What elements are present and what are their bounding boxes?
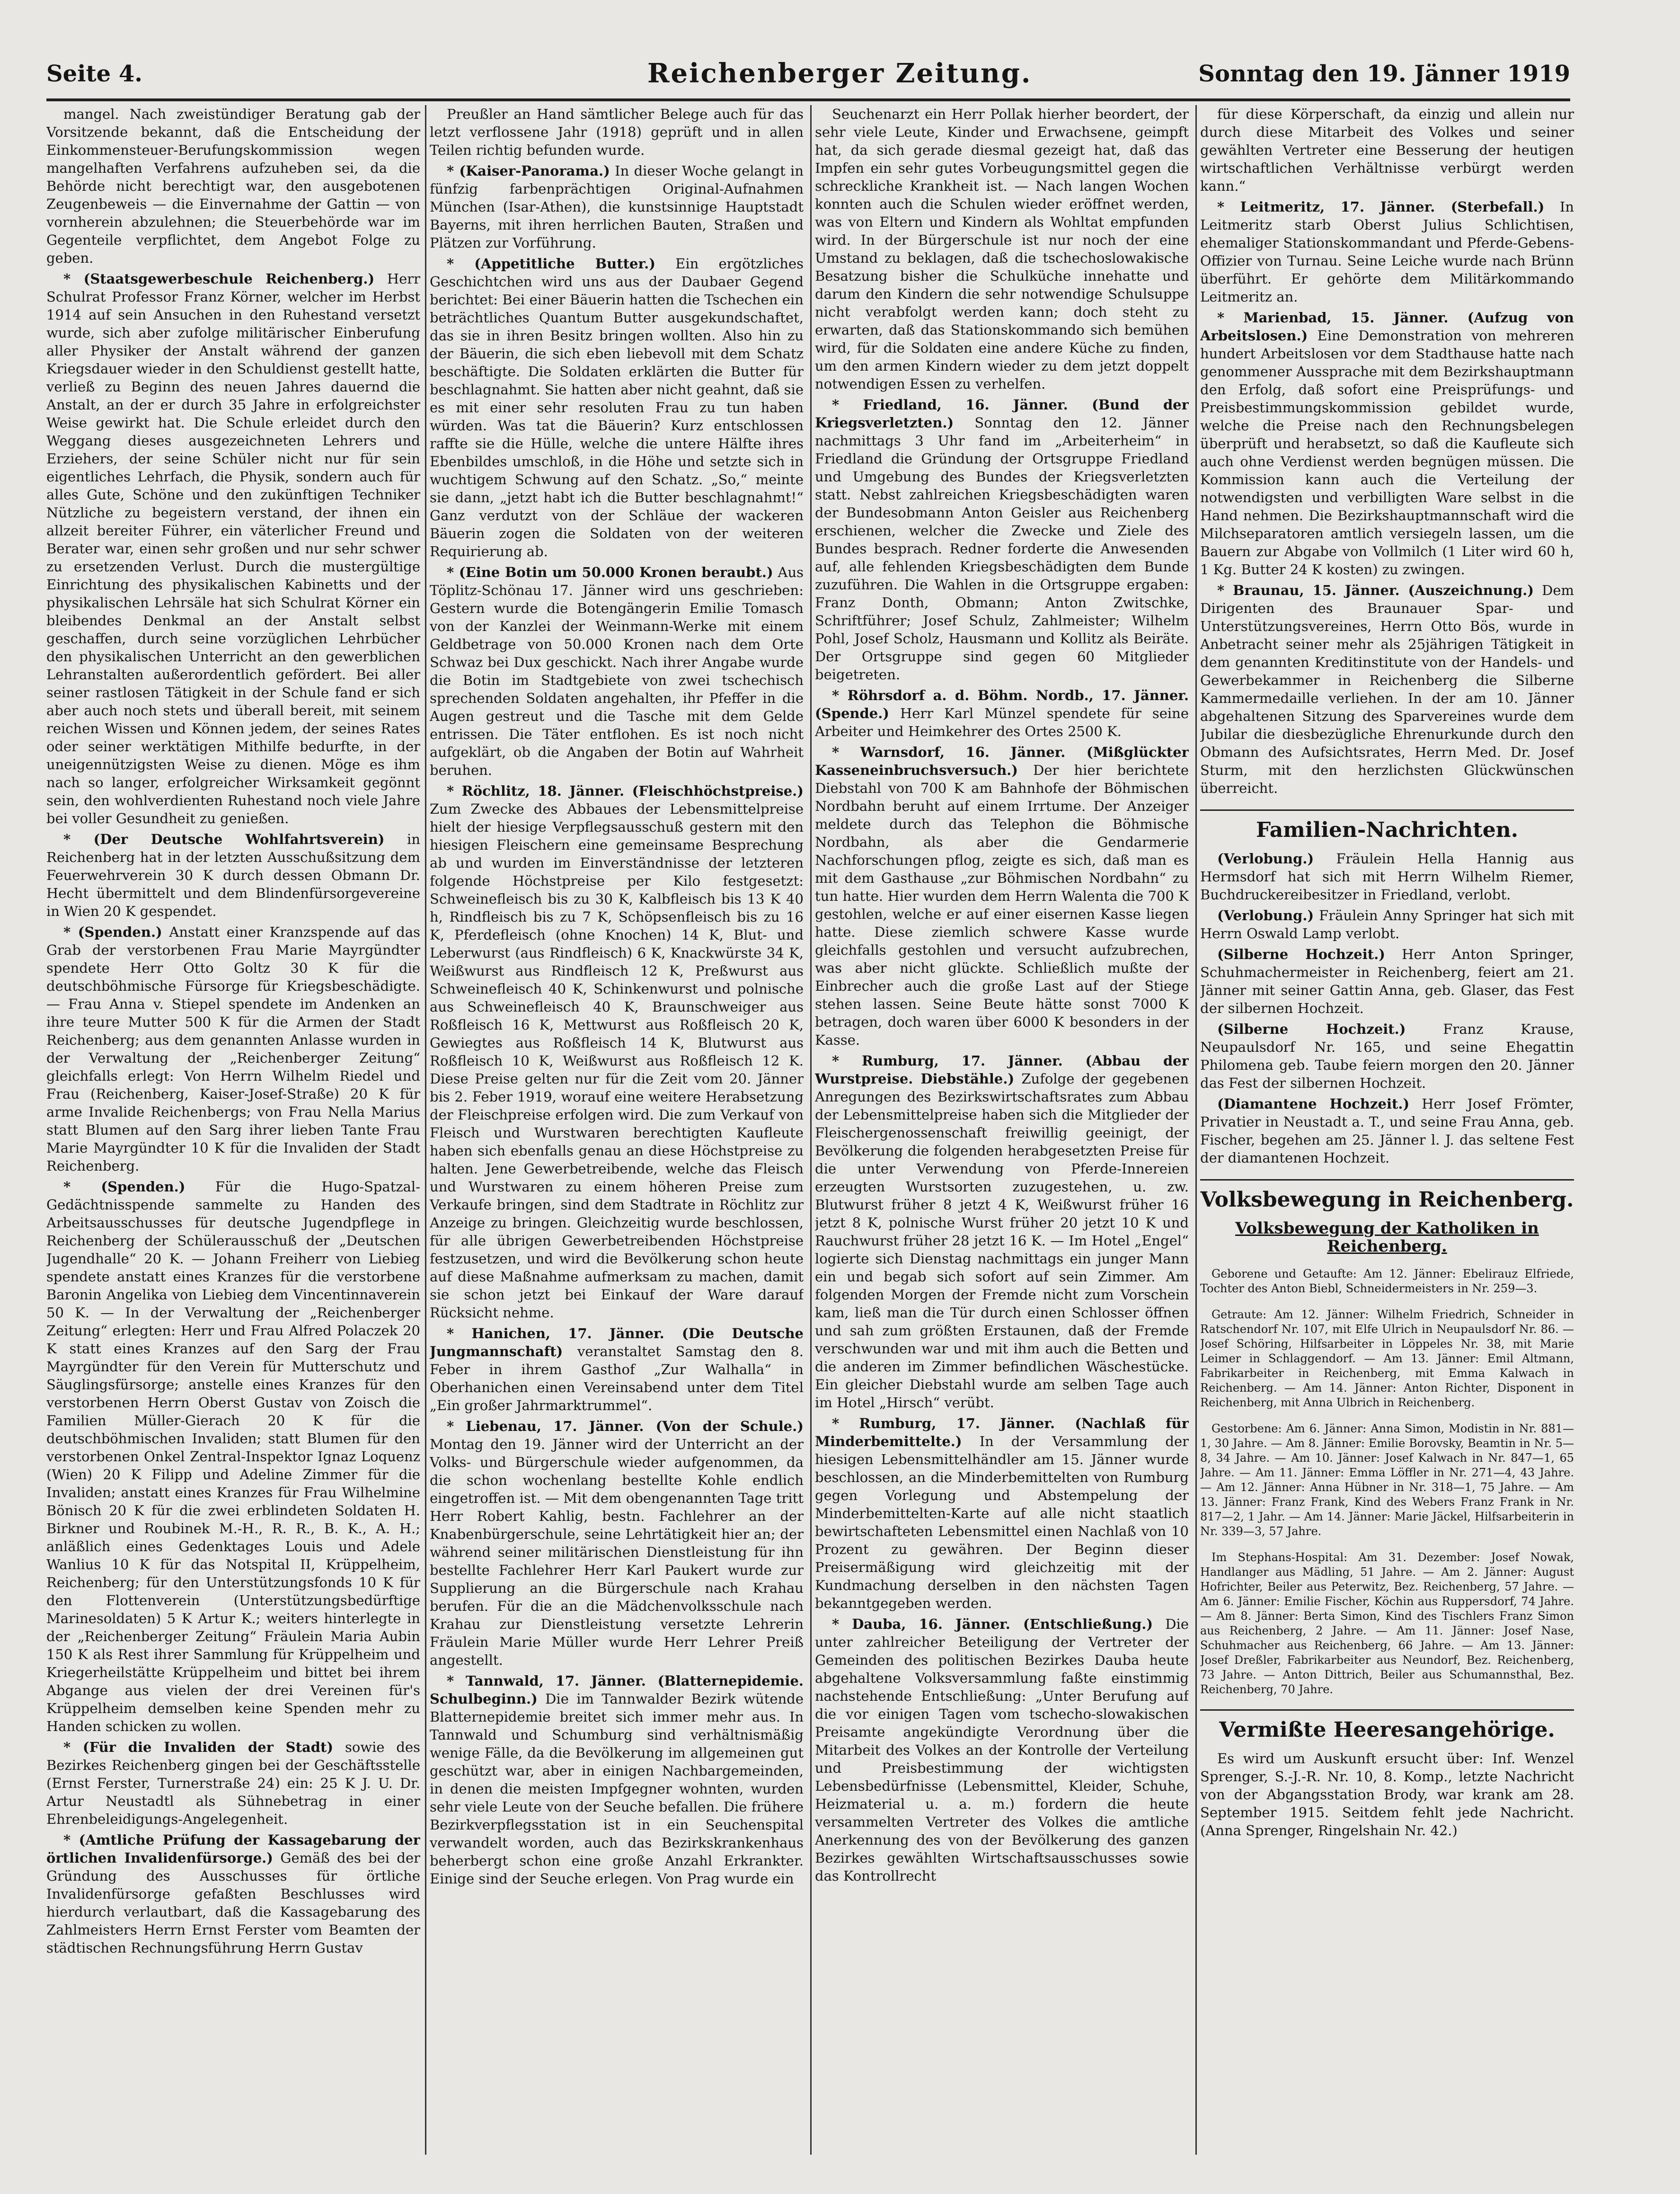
article bbox=[815, 1414, 1189, 1612]
article-text: Montag den 19. Jänner wird der Unterricht an der Volks- und Bürgerschule wieder aufgenommen, da die schon wochenlang bestellte Kohle endlich eingetroffen ist. — Mit dem obengenannten Tage tritt Herr Robert Kahlig, bestn. Fachlehrer an der Knabenbürgerschule, seine Lehrtätigkeit hier an; der während seiner militärischen Dienstleistung für ihn bestellte Fachlehrer Herr Karl Paukert wurde zur Supplierung an die Bürgerschule nach Krahau berufen. Für die an die Mädchenvolksschule nach Krahau zur Dienstleistung versetzte Lehrerin Fräulein Marie Müller wurde Herr Lehrer Preiß angestellt. bbox=[430, 1436, 804, 1668]
newspaper-title: Reichenberger Zeitung. bbox=[647, 58, 1032, 89]
article bbox=[430, 105, 804, 159]
family-news-item bbox=[1200, 906, 1574, 942]
article-text: Dem Dirigenten des Braunauer Spar- und Unterstützungsvereines, Herrn Otto Bös, wurde in Anbetracht seiner mehr als 25jährigen Tätigkeit in dem genannten Kreditinstitute von der Handels- und Gewerbekammer in Reichenberg die Silberne Kammermedaille verliehen. In der am 10. Jänner abgehaltenen Sitzung des Sparvereines wurde dem Jubilar die diesbezügliche Ehrenurkunde durch den Obmann des Aufsichtsrates, Herrn Med. Dr. Josef Sturm, mit den herzlichsten Glückwünschen überreicht. bbox=[1200, 582, 1574, 796]
article-text: Sonntag den 12. Jänner nachmittags 3 Uhr fand im „Arbeiterheim“ in Friedland die Gründung der Ortsgruppe Friedland und Umgebung des Bundes der Kriegsverletzten statt. Nebst zahlreichen Kriegsbeschädigten waren der Bundesobmann Anton Geisler aus Reichenberg erschienen, welcher die Zwecke und Ziele des Bundes besprach. Redner forderte die Anwesenden auf, alle fehlenden Kriegsbeschädigten dem Bunde zuzuführen. Die Wahlen in die Ortsgruppe ergaben: Franz Donth, Obmann; Anton Zwitschke, Schriftführer; Josef Schulz, Zahlmeister; Wilhelm Pohl, Josef Scholz, Hausmann und Kollitz als Beiräte. Der Ortsgruppe sind gegen 60 Mitglieder beigetreten. bbox=[815, 415, 1189, 683]
page-number: Seite 4. bbox=[46, 61, 142, 87]
article-text: Anstatt einer Kranzspende auf das Grab der verstorbenen Frau Marie Mayrgündter spendete Herr Otto Goltz 30 K für die deutschböhmische Fürsorge für Kriegsbeschädigte. — Frau Anna v. Stiepel spendete im Andenken an ihre teure Mutter 500 K für die Armen der Stadt Reichenberg; aus dem genannten Anlasse wurden in der Verwaltung der „Reichenberger Zeitung“ gleichfalls erlegt: Von Herrn Wilhelm Riedel und Frau (Reichenberg, Kaiser-Josef-Straße) 20 K für arme Invalide Reichenbergs; von Frau Nella Marius statt Blumen auf den Sarg ihrer lieben Tante Frau Marie Mayrgündter 10 K für die Invaliden der Stadt Reichenberg. bbox=[46, 924, 420, 1174]
family-news-title: Familien-Nachrichten. bbox=[1200, 809, 1574, 843]
article-text: Zufolge der gegebenen Anregungen des Bezirkswirtschaftsrates zum Abbau der Lebensmittelpreise haben sich die Mitglieder der Fleischergenossenschaft freiwillig geeinigt, der Bevölkerung die folgenden herabgesetzten Preise für die unter Verwendung von Pferde-Innereien erzeugten Wurstsorten zuzugestehen, u. zw. Blutwurst früher 8 jetzt 4 K, Weißwurst früher 16 jetzt 8 K, polnische Wurst früher 20 jetzt 10 K und Rauchwurst früher 28 jetzt 16 K. — Im Hotel „Engel“ logierte sich Dienstag nachmittags ein junger Mann ein und begab sich sofort auf sein Zimmer. Am folgenden Morgen der Fremde nicht zum Vorschein kam, ließ man die Tür durch einen Schlosser öffnen und sah zum größten Erstaunen, daß der Fremde verschwunden war und mit ihm auch die Betten und die anderen im Zimmer befindlichen Wäschestücke. Ein gleicher Diebstahl wurde am selben Tage auch im Hotel „Hirsch“ verübt. bbox=[815, 1071, 1189, 1411]
article-heading: * Hanichen, 17. Jänner. (Die Deutsche Jungmannschaft) bbox=[430, 1325, 804, 1359]
article bbox=[430, 162, 804, 252]
population-movement-entry: Getraute: Am 12. Jänner: Wilhelm Friedrich, Schneider in Ratschendorf Nr. 107, mit Elfe Ulrich in Neupaulsdorf Nr. 86. — Josef Schöring, Hilfsarbeiter in Löppeles Nr. 38, mit Marie Leimer in Schlaggendorf. — Am 13. Jänner: Emil Altmann, Fabrikarbeiter in Reichenberg, mit Emma Kalwach in Reichenberg. — Am 14. Jänner: Anton Richter, Disponent in Reichenberg, mit Anna Ulbrich in Reichenberg. bbox=[1200, 1308, 1574, 1409]
column-2 bbox=[430, 105, 804, 2155]
article-text: Herr Schulrat Professor Franz Körner, welcher im Herbst 1914 auf sein Ansuchen in den Ruhestand versetzt wurde, sich aber zufolge militärischer Einberufung aller Physiker der Anstalt während der ganzen Kriegsdauer wieder in den Schuldienst gestellt hatte, verließ zu Beginn des neuen Jahres dauernd die Anstalt, an der er durch 35 Jahre in erfolgreichster Weise gewirkt hat. Die Schule erleidet durch den Weggang dieses ausgezeichneten Lehrers und Erziehers, der seine Schüler nicht nur für sein eigentliches Lehrfach, die Physik, sondern auch für alles Gute, Schöne und den zukünftigen Techniker Nützliche zu begeistern verstand, der ihnen ein allzeit bereiter Führer, ein väterlicher Freund und Berater war, einen sehr großen und nur sehr schwer zu ersetzenden Verlust. Durch die mustergültige Einrichtung des physikalischen Kabinetts und der physikalischen Lehrsäle hat sich Schulrat Körner ein bleibendes Denkmal an der Anstalt selbst geschaffen, durch seine vorzüglichen Lehrbücher den physikalischen Unterricht an den gewerblichen Lehranstalten außerordentlich gefördert. Bei aller seiner rastlosen Tätigkeit in der Schule fand er sich aber auch noch stets und überall bereit, mit seinem reichen Wissen und Können jedem, der seines Rates oder seiner werktätigen Mithilfe bedurfte, in der uneigennützigsten Weise zu dienen. Möge es ihm nach so langer, erfolgreicher Wirksamkeit gegönnt sein, den wohlverdienten Ruhestand noch viele Jahre bei voller Gesundheit zu genießen. bbox=[46, 271, 420, 826]
family-news-item bbox=[1200, 1095, 1574, 1167]
article bbox=[815, 396, 1189, 684]
article-text: Zum Zwecke des Abbaues der Lebensmittelpreise hielt der hiesige Verpflegsausschuß gestern mit den hiesigen Fleischern eine gemeinsame Besprechung ab und wurden im Einverständnisse der letzteren folgende Höchstpreise per Kilo festgesetzt: Schweinefleisch bis zu 30 K, Kalbfleisch bis 13 K 40 h, Rindfleisch bis zu 7 K, Schöpsenfleisch bis zu 16 K, Pferdefleisch (ohne Knochen) 14 K, Blut- und Leberwurst (aus Rindfleisch) 6 K, Knackwürste 34 K, Weißwurst aus Rindfleisch 12 K, Preßwurst aus Schweinefleisch 40 K, Schinkenwurst und polnische aus Schweinefleisch 40 K, Braunschweiger aus Roßfleisch 16 K, Mettwurst aus Roßfleisch 20 K, Gewiegtes aus Roßfleisch 14 K, Blutwurst aus Roßfleisch 10 K, Weißwurst aus Roßfleisch 12 K. Diese Preise gelten nur für die Zeit vom 20. Jänner bis 2. Feber 1919, worauf eine weitere Herabsetzung der Fleischpreise erfolgen wird. Die zum Verkauf von Fleisch und Wurstwaren berechtigten Kaufleute haben sich ebenfalls genau an diese Höchstpreise zu halten. Jene Gewerbetreibende, welche das Fleisch und Wurstwaren zu einem höheren Preise zum Verkaufe bringen, sind dem Stadtrate in Röchlitz zur Anzeige zu bringen. Gleichzeitig wurde beschlossen, für alle übrigen Gewerbetreibenden Höchstpreise festzusetzen, und wird die Bevölkerung schon heute auf diese Maßnahme aufmerksam zu machen, damit sie schon jetzt bei Einkauf der Ware darauf Rücksicht nehme. bbox=[430, 801, 804, 1321]
article-text: Eine Demonstration von mehreren hundert Arbeitslosen vor dem Stadthause hatte nach genommener Aussprache mit dem Bezirkshauptmann den Erfolg, daß sofort eine Preisprüfungs- und Preisbestimmungskommission gebildet wurde, welche die Preise nach den Rechnungsbelegen überprüft und herabsetzt, so daß die Kaufleute sich auch ohne Verdienst werden begnügen müssen. Die Kommission kann auch die Verteilung der notwendigsten und verbilligten Ware selbst in die Hand nehmen. Die Bezirkshauptmannschaft wird die Milchseparatoren amtlich versiegeln lassen, um die Bauern zur Abgabe von Vollmilch (1 Liter wird 60 h, 1 Kg. Butter 24 K kosten) zu zwingen. bbox=[1200, 328, 1574, 577]
column-3 bbox=[815, 105, 1189, 2155]
article bbox=[815, 743, 1189, 1049]
column-rule bbox=[810, 105, 812, 2155]
article-text: veranstaltet Samstag den 8. Feber in ihrem Gasthof „Zur Walhalla“ in Oberhanichen einen Vereinsabend unter dem Titel „Ein großer Jahrmarktrummel“. bbox=[430, 1343, 804, 1413]
article-heading: * (Spenden.) bbox=[63, 924, 162, 940]
article bbox=[430, 782, 804, 1322]
column-4-articles bbox=[1200, 105, 1574, 797]
article-heading: * Röchlitz, 18. Jänner. (Fleischhöchstpreise.) bbox=[447, 783, 804, 799]
page-header bbox=[46, 56, 1570, 101]
article-heading: * Liebenau, 17. Jänner. (Von der Schule.) bbox=[447, 1418, 804, 1434]
population-movement-title: Volksbewegung in Reichenberg. bbox=[1200, 1179, 1574, 1213]
family-news-heading: (Diamantene Hochzeit.) bbox=[1217, 1096, 1410, 1112]
article-text: Preußler an Hand sämtlicher Belege auch für das letzt verflossene Jahr (1918) geprüft und in allen Teilen richtig befunden wurde. bbox=[430, 106, 804, 158]
article-text: in Reichenberg hat in der letzten Ausschußsitzung dem Feuerwehrverein 30 K durch dessen Obmann Dr. Hecht übermittelt und dem Blindenfürsorgevereine in Wien 20 K gespendet. bbox=[46, 831, 420, 919]
article bbox=[815, 686, 1189, 740]
family-news-item bbox=[1200, 850, 1574, 904]
article bbox=[46, 105, 420, 267]
article-text: Aus Töplitz-Schönau 17. Jänner wird uns geschrieben: Gestern wurde die Botengängerin Emilie Tomasch von der Kanzlei der Weinmann-Werke mit einem Geldbetrage von 50.000 Kronen nach dem Orte Schwaz bei Dux geschickt. Nach ihrer Angabe wurde die Botin im Stadtgebiete von zwei tschechisch sprechenden Soldaten angehalten, ihr Pfeffer in die Augen gestreut und die Tasche mit dem Gelde entrissen. Die Täter entflohen. Es ist noch nicht aufgeklärt, ob die Angaben der Botin auf Wahrheit beruhen. bbox=[430, 564, 804, 778]
article-text: mangel. Nach zweistündiger Beratung gab der Vorsitzende bekannt, daß die Entscheidung der Einkommensteuer-Berufungskommission wegen mangelhaften Verfahrens aufzuheben sei, da die Behörde nicht berechtigt war, den ausgebotenen Zeugenbeweis — die Einvernahme der Gattin — von vornherein abzulehnen; die Steuerbehörde war im Gegenteile verpflichtet, dem Angebot Folge zu geben. bbox=[46, 106, 420, 266]
article bbox=[815, 105, 1189, 393]
article-text: Für die Hugo-Spatzal-Gedächtnisspende sammelte zu Handen des Arbeitsausschusses für deutsche Jugendpflege in Reichenberg der Schülerausschuß der „Deutschen Jugendhalle“ 20 K. — Johann Freiherr von Liebieg spendete anstatt eines Kranzes für die verstorbene Baronin Angelika von Liebieg dem Vincentinnaverein 50 K. — In der Verwaltung der „Reichenberger Zeitung“ erlegten: Herr und Frau Alfred Polaczek 20 K statt eines Kranzes auf den Sarg der Frau Mayrgündter für den Verein für Mutterschutz und Säuglingsfürsorge; anstelle eines Kranzes für den verstorbenen Herrn Oberst Gustav von Zoisch die Familien Müller-Gierach 20 K für die deutschböhmischen Invaliden; statt Blumen für den verstorbenen Onkel Zentral-Inspektor Ignaz Loquenz (Wien) 20 K Filipp und Adeline Zimmer für die Invaliden; anstatt eines Kranzes für Frau Wilhelmine Bönisch 20 K für die zwei erblindeten Soldaten H. Birkner und Roubinek M.-H., R. R., B. K., A. H.; anläßlich eines Gedenktages Louis und Adele Wanlius 10 K für das Notspital II, Krüppelheim, Reichenberg; für den Unterstützungsfonds 10 K für den Flottenverein (Unterstützungsbedürftige Marinesoldaten) 5 K Artur K.; weiters hinterlegte in der „Reichenberger Zeitung“ Fräulein Maria Aubin 150 K als Rest ihrer Sammlung für Krüppelheim und Kriegerheilstätte Krüppelheim und bittet bei ihrem Abgange aus vielen der drei Vereinen für's Krüppelheim demselben keine Spenden mehr zu Handen schicken zu wollen. bbox=[46, 1179, 420, 1734]
family-news-item bbox=[1200, 1020, 1574, 1092]
article-heading: * Tannwald, 17. Jänner. (Blatternepidemie. Schulbeginn.) bbox=[430, 1673, 804, 1707]
article bbox=[1200, 198, 1574, 306]
population-movement-entry: Gestorbene: Am 6. Jänner: Anna Simon, Modistin in Nr. 881—1, 30 Jahre. — Am 8. Jänner: Emilie Borovsky, Beamtin in Nr. 5—8, 34 Jahre. — Am 10. Jänner: Josef Kalwach in Nr. 847—1, 65 Jahre. — Am 11. Jänner: Emma Löffler in Nr. 271—4, 43 Jahre. — Am 12. Jänner: Anna Hübner in Nr. 318—1, 75 Jahre. — Am 13. Jänner: Franz Frank, Kind des Webers Franz Frank in Nr. 817—2, 1 Jahr. — Am 14. Jänner: Marie Jäckel, Hilfsarbeiterin in Nr. 339—3, 57 Jahre. bbox=[1200, 1422, 1574, 1538]
article bbox=[430, 563, 804, 779]
family-news-text: Herr Josef Frömter, Privatier in Neustadt a. T., und seine Frau Anna, geb. Fischer, begehen am 25. Jänner l. J. das seltene Fest der diamantenen Hochzeit. bbox=[1200, 1096, 1574, 1166]
article-heading: * Leitmeritz, 17. Jänner. (Sterbefall.) bbox=[1217, 199, 1545, 215]
population-movement-entry: Im Stephans-Hospital: Am 31. Dezember: Josef Nowak, Handlanger aus Mädling, 51 Jahre. — Am 2. Jänner: August Hofrichter, Beiler aus Peterwitz, Bez. Reichenberg, 57 Jahre. — Am 6. Jänner: Emilie Fischer, Köchin aus Ruppersdorf, 74 Jahre. — Am 8. Jänner: Berta Simon, Kind des Tischlers Franz Simon aus Reichenberg, 2 Jahre. — Am 11. Jänner: Josef Nase, Schuhmacher aus Reichenberg, 66 Jahre. — Am 13. Jänner: Josef Dreßler, Fabrikarbeiter aus Neundorf, Bez. Reichenberg, 73 Jahre. — Anton Dittrich, Beiler aus Schumannsthal, Bez. Reichenberg, 70 Jahre. bbox=[1200, 1551, 1574, 1696]
population-movement-entry: Geborene und Getaufte: Am 12. Jänner: Ebelirauz Elfriede, Tochter des Anton Biebl, Schneidermeisters in Nr. 259—3. bbox=[1200, 1267, 1574, 1295]
column-1 bbox=[46, 105, 420, 2155]
article bbox=[46, 1831, 420, 1957]
article-text: Die unter zahlreicher Beteiligung der Vertreter der Gemeinden des politischen Bezirkes Dauba heute abgehaltene Volksversammlung faßte einstimmig nachstehende Entschließung: „Unter Berufung auf die vor einigen Tagen vom tschecho-slowakischen Preisamte angekündigte Verordnung über die Mitarbeit des Volkes an der Kontrolle der Verteilung und Preisbestimmung der wichtigsten Lebensbedürfnisse (Lebensmittel, Kleider, Schuhe, Heizmaterial u. a. m.) fordern die heute versammelten Vertreter des Volkes die amtliche Anerkennung des von der Bevölkerung des ganzen Bezirkes gewählten Wirtschaftsausschusses sowie das Kontrollrecht bbox=[815, 1616, 1189, 1884]
article-heading: * (Der Deutsche Wohlfahrtsverein) bbox=[63, 831, 385, 847]
article-heading: * (Appetitliche Butter.) bbox=[447, 256, 655, 272]
article bbox=[815, 1052, 1189, 1412]
article-heading: * (Eine Botin um 50.000 Kronen beraubt.) bbox=[447, 564, 773, 580]
article bbox=[430, 1672, 804, 1888]
article bbox=[430, 255, 804, 560]
article bbox=[430, 1417, 804, 1669]
article-heading: * Dauba, 16. Jänner. (Entschließung.) bbox=[832, 1616, 1153, 1632]
article bbox=[46, 1738, 420, 1828]
article bbox=[815, 1615, 1189, 1885]
article-text: Der hier berichtete Diebstahl von 700 K am Bahnhofe der Böhmischen Nordbahn beruht auf einem Irrtume. Der Anzeiger meldete durch das Telephon die Böhmische Nordbahn, als aber die Gendarmerie Nachforschungen pflog, zeigte es sich, daß man es mit dem Gasthause „zur Böhmischen Nordbahn“ zu tun hatte. Hier wurden dem Herrn Walenta die 700 K gestohlen, welche er auf einer eisernen Kasse liegen hatte. Diese ziemlich schwere Kasse wurde gleichfalls gestohlen und versucht aufzubrechen, was aber nicht glückte. Schließlich mußte der Einbrecher auch die große Last auf der Stiege stehen lassen. Seine Beute hätte sonst 7000 K betragen, doch waren über 6000 K besonders in der Kasse. bbox=[815, 762, 1189, 1048]
family-news-text: Franz Krause, Neupaulsdorf Nr. 165, und seine Ehegattin Philomena geb. Taube feiern morgen den 20. Jänner das Fest der silbernen Hochzeit. bbox=[1200, 1021, 1574, 1091]
missing-soldiers-title: Vermißte Heeresangehörige. bbox=[1200, 1709, 1574, 1743]
article-text: sowie des Bezirkes Reichenberg gingen bei der Geschäftsstelle (Ernst Ferster, Turnerstraße 24) ein: 25 K J. U. Dr. Artur Neustadtl als Sühnebetrag in einer Ehrenbeleidigungs-Angelegenheit. bbox=[46, 1739, 420, 1827]
article-heading: * Braunau, 15. Jänner. (Auszeichnung.) bbox=[1217, 582, 1534, 598]
family-news-text: Fräulein Anny Springer hat sich mit Herrn Oswald Lamp verlobt. bbox=[1200, 907, 1574, 942]
family-news-heading: (Silberne Hochzeit.) bbox=[1217, 946, 1385, 962]
article-heading: * Röhrsdorf a. d. Böhm. Nordb., 17. Jänner. (Spende.) bbox=[815, 687, 1189, 721]
article-heading: * Rumburg, 17. Jänner. (Nachlaß für Minderbemittelte.) bbox=[815, 1415, 1189, 1449]
article-heading: * (Staatsgewerbeschule Reichenberg.) bbox=[63, 271, 375, 287]
column-4 bbox=[1200, 105, 1574, 2155]
family-news-text: Fräulein Hella Hannig aus Hermsdorf hat sich mit Herrn Wilhelm Riemer, Buchdruckereibesitzer in Friedland, verlobt. bbox=[1200, 851, 1574, 903]
article-text: für diese Körperschaft, da einzig und allein nur durch diese Mitarbeit des Volkes und seiner gewählten Vertreter eine Besserung der heutigen wirtschaftlichen Verhältnisse verbürgt werden kann.“ bbox=[1200, 106, 1574, 194]
family-news-list bbox=[1200, 850, 1574, 1167]
column-rule bbox=[1195, 105, 1197, 2155]
article-heading: * (Amtliche Prüfung der Kassagebarung der örtlichen Invalidenfürsorge.) bbox=[46, 1832, 420, 1866]
issue-date: Sonntag den 19. Jänner 1919 bbox=[1198, 61, 1570, 87]
article-heading: * (Spenden.) bbox=[63, 1179, 186, 1195]
article-text: Gemäß des bei der Gründung des Ausschusses für örtliche Invalidenfürsorge gefaßten Beschlusses wird hierdurch verlautbart, daß die Kassagebarung des Zahlmeisters Herrn Ernst Ferster vom Beamten der städtischen Rechnungsführung Herrn Gustav bbox=[46, 1850, 420, 1956]
article-heading: * (Kaiser-Panorama.) bbox=[447, 163, 610, 179]
article-heading: * (Für die Invaliden der Stadt) bbox=[63, 1739, 334, 1755]
article bbox=[430, 1324, 804, 1414]
article-heading: * Rumburg, 17. Jänner. (Abbau der Wurstpreise. Diebstähle.) bbox=[815, 1053, 1189, 1087]
article bbox=[46, 830, 420, 920]
article-text: In der Versammlung der hiesigen Lebensmittelhändler am 15. Jänner wurde beschlossen, an die Minderbemittelten von Rumburg gegen Vorlegung und Abstempelung der Minderbemittelten-Karte auf alle nicht staatlich bewirtschafteten Lebensmittel einen Nachlaß von 10 Prozent zu gewähren. Der Beginn dieser Preisermäßigung wird gleichzeitig mit der Kundmachung derselben in den nächsten Tagen bekanntgegeben werden. bbox=[815, 1433, 1189, 1611]
population-movement-subtitle: Volksbewegung der Katholiken in Reichenberg. bbox=[1235, 1219, 1539, 1256]
article-text: Die im Tannwalder Bezirk wütende Blatternepidemie breitet sich immer mehr aus. In Tannwald und Schumburg sind verhältnismäßig wenige Fälle, da die Bevölkerung im allgemeinen gut geschützt war, aber in einigen Nachbargemeinden, in denen die meisten Impfgegner wohnten, wurden sehr viele Leute von der Seuche befallen. Die frühere Bezirkverpflegsstation ist in ein Seuchenspital verwandelt worden, auch das Bezirkskrankenhaus beherbergt schon eine große Anzahl Erkrankter. Einige sind der Seuche erlegen. Von Prag wurde ein bbox=[430, 1691, 804, 1887]
article-heading: * Marienbad, 15. Jänner. (Aufzug von Arbeitslosen.) bbox=[1200, 310, 1574, 344]
article bbox=[46, 270, 420, 827]
family-news-text: Herr Anton Springer, Schuhmachermeister in Reichenberg, feiert am 21. Jänner mit seiner Gattin Anna, geb. Glaser, das Fest der silbernen Hochzeit. bbox=[1200, 946, 1574, 1016]
article-text: In Leitmeritz starb Oberst Julius Schlichtisen, ehemaliger Stationskommandant und Pferde-Gebens-Offizier von Turnau. Seine Leiche wurde nach Brünn überführt. Er gehörte dem Militärkommando Leitmeritz an. bbox=[1200, 199, 1574, 305]
missing-soldiers-text: Es wird um Auskunft ersucht über: Inf. Wenzel Sprenger, S.-J.-R. Nr. 10, 8. Komp., letzte Nachricht von der Abgangsstation Brody, war krank am 28. September 1915. Seitdem fehlt jede Nachricht. (Anna Sprenger, Ringelshain Nr. 42.) bbox=[1200, 1750, 1574, 1839]
article bbox=[46, 923, 420, 1175]
family-news-item bbox=[1200, 945, 1574, 1017]
column-rule bbox=[425, 105, 426, 2155]
article-text: Ein ergötzliches Geschichtchen wird uns aus der Daubaer Gegend berichtet: Bei einer Bäuerin hatten die Tschechen ein beträchtliches Quantum Butter ausgekundschaftet, das sie in ihren Besitz bringen wollten. Also hin zu der Bäuerin, die sich eben liebevoll mit dem Schatz beschäftigte. Die Soldaten erklärten die Butter für beschlagnahmt. Sie hatten aber nicht geahnt, daß sie es mit einer sehr resoluten Frau zu tun haben würden. Was tat die Bäuerin? Kurz entschlossen raffte sie die Hülle, welche die untere Hälfte ihres Ebenbildes umschloß, in die Höhe und setzte sich in wuchtigem Schwung auf den Schatz. „So,“ meinte sie dann, „jetzt habt ich die Butter beschlagnahmt!“ Ganz verdutzt von der Schläue der wackeren Bäuerin zogen die Soldaten von der weiteren Requirierung ab. bbox=[430, 256, 804, 560]
article bbox=[1200, 309, 1574, 578]
article bbox=[46, 1178, 420, 1735]
population-movement-list bbox=[1200, 1267, 1574, 1697]
article-heading: * Friedland, 16. Jänner. (Bund der Kriegsverletzten.) bbox=[815, 397, 1189, 431]
article-text: Seuchenarzt ein Herr Pollak hierher beordert, der sehr viele Leute, Kinder und Erwachsene, geimpft hat, da sich gerade diesmal gezeigt hat, daß das Impfen ein sehr gutes Vorbeugungsmittel gegen die schreckliche Krankheit ist. — Nach langen Wochen konnten auch die Schulen wieder eröffnet werden, was von Eltern und Kindern als Wohltat empfunden wird. In der Bürgerschule ist nur noch der eine Umstand zu beklagen, daß die tschechoslowakische Besatzung bisher die Schulküche innehatte und darum den Kindern die sehr notwendige Schulsuppe nicht verabfolgt werden kann; doch steht zu erwarten, daß das Stationskommando sich bemühen wird, für die Soldaten eine andere Küche zu finden, um den armen Kindern wieder zu dem jetzt doppelt notwendigen Essen zu verhelfen. bbox=[815, 106, 1189, 392]
article-heading: * Warnsdorf, 16. Jänner. (Mißglückter Kasseneinbruchsversuch.) bbox=[815, 744, 1189, 778]
family-news-heading: (Silberne Hochzeit.) bbox=[1217, 1021, 1406, 1037]
article-text: In dieser Woche gelangt in fünfzig farbenprächtigen Original-Aufnahmen München (Isar-Athen), die kunstsinnige Hauptstadt Bayerns, mit ihren herrlichen Bauten, Straßen und Plätzen zur Vorführung. bbox=[430, 163, 804, 251]
article-text: Herr Karl Münzel spendete für seine Arbeiter und Heimkehrer des Ortes 2500 K. bbox=[815, 705, 1189, 739]
article bbox=[1200, 581, 1574, 797]
family-news-heading: (Verlobung.) bbox=[1217, 907, 1314, 924]
article bbox=[1200, 105, 1574, 195]
family-news-heading: (Verlobung.) bbox=[1217, 851, 1314, 867]
